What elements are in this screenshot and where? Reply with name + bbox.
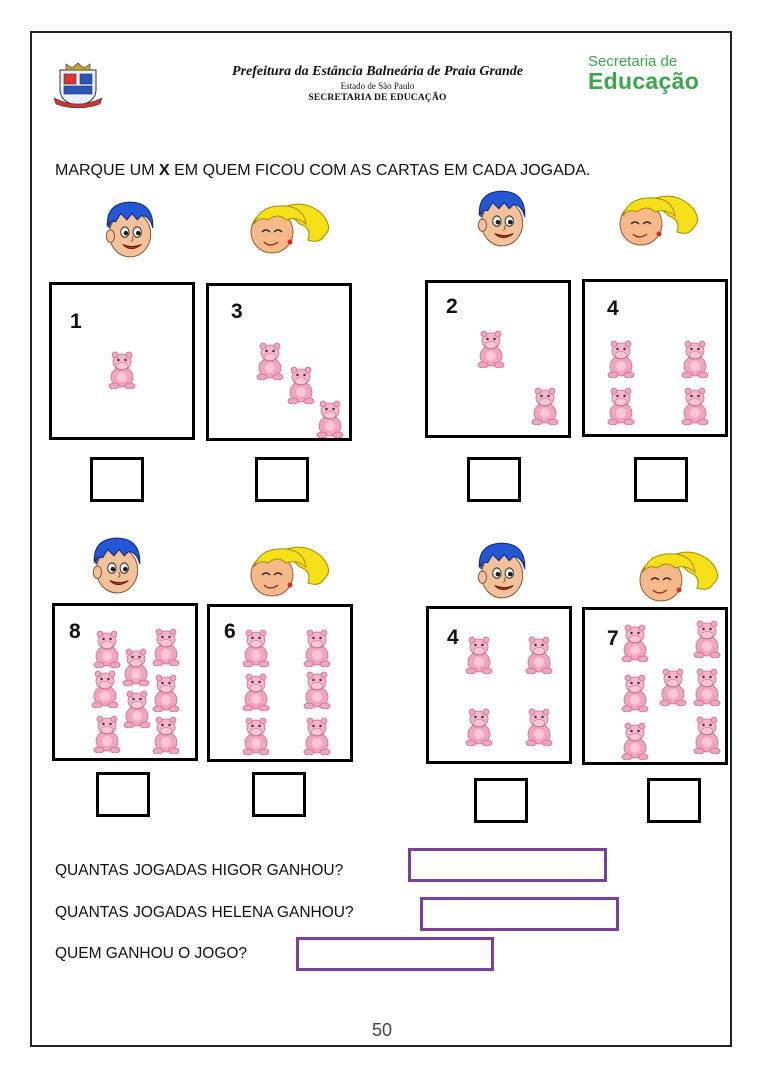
answer-checkbox-girl-round-1[interactable] [255,457,309,502]
hippo-icon [240,671,272,711]
card-girl-round-3 [207,604,353,762]
hippo-icon [150,672,182,712]
answer-field-winner[interactable] [296,937,494,971]
boy-face-icon [85,533,147,597]
card-boy-round-1 [49,282,195,440]
hippo-icon [691,666,723,706]
boy-face-icon [470,538,532,602]
logo-line-2: Educação [588,68,700,94]
hippo-icon [120,646,152,686]
hippo-icon [301,669,333,709]
answer-checkbox-boy-round-2[interactable] [467,457,521,502]
girl-face-icon [630,546,722,604]
hippo-icon [523,706,555,746]
city-crest-logo [52,60,104,108]
hippo-icon [240,715,272,755]
secretaria-educacao-logo [588,54,699,93]
hippo-icon [463,706,495,746]
card-number: 4 [447,626,459,649]
card-boy-round-4 [426,606,572,764]
girl-face-icon [610,190,702,248]
answer-checkbox-boy-round-4[interactable] [474,778,528,823]
header-text [180,64,575,103]
card-number: 3 [231,300,243,323]
answer-checkbox-boy-round-1[interactable] [90,457,144,502]
hippo-icon [605,385,637,425]
hippo-icon [691,618,723,658]
boy-face-icon [98,197,160,261]
hippo-icon [285,364,317,404]
hippo-icon [150,714,182,754]
hippo-icon [150,626,182,666]
hippo-icon [657,666,689,706]
hippo-icon [463,634,495,674]
hippo-icon [301,627,333,667]
hippo-icon [106,349,138,389]
hippo-icon [301,715,333,755]
hippo-icon [314,398,346,438]
boy-face-icon [470,186,532,250]
card-boy-round-2 [425,280,571,438]
prefeitura-title: Prefeitura da Estância Balneária de Praia Grande [232,64,523,79]
answer-checkbox-girl-round-2[interactable] [634,457,688,502]
hippo-icon [89,668,121,708]
card-number: 8 [69,620,81,643]
card-girl-round-4 [582,607,728,765]
secretaria-subtitle: SECRETARIA DE EDUCAÇÃO [308,93,447,103]
instruction-after: EM QUEM FICOU COM AS CARTAS EM CADA JOGADA. [169,162,591,179]
hippo-icon [475,328,507,368]
hippo-icon [619,720,651,760]
card-number: 1 [70,310,82,333]
hippo-icon [619,622,651,662]
card-number: 4 [607,297,619,320]
state-subtitle: Estado de São Paulo [340,81,415,91]
answer-checkbox-girl-round-4[interactable] [647,778,701,823]
girl-face-icon [241,198,333,256]
card-girl-round-1 [206,283,352,441]
card-number: 7 [607,627,619,650]
card-girl-round-2 [582,279,728,437]
hippo-icon [679,338,711,378]
hippo-icon [529,385,561,425]
instruction-before: MARQUE UM [55,162,159,179]
question-higor: QUANTAS JOGADAS HIGOR GANHOU? [55,862,344,879]
hippo-icon [679,385,711,425]
hippo-icon [91,628,123,668]
card-boy-round-3 [52,603,198,761]
answer-checkbox-girl-round-3[interactable] [252,772,306,817]
logo-line-1: Secretaria de [588,53,678,70]
hippo-icon [240,627,272,667]
question-helena: QUANTAS JOGADAS HELENA GANHOU? [55,904,354,921]
hippo-icon [121,688,153,728]
answer-field-higor[interactable] [408,848,607,882]
hippo-icon [91,713,123,753]
answer-field-helena[interactable] [420,897,619,931]
card-number: 2 [446,295,458,318]
hippo-icon [523,634,555,674]
hippo-icon [254,340,286,380]
answer-checkbox-boy-round-3[interactable] [96,772,150,817]
instruction-mark: X [159,162,170,179]
hippo-icon [691,714,723,754]
question-winner: QUEM GANHOU O JOGO? [55,945,248,962]
hippo-icon [619,672,651,712]
girl-face-icon [241,541,333,599]
hippo-icon [605,338,637,378]
page-number: 50 [371,1020,393,1040]
card-number: 6 [224,620,236,643]
instruction-text [55,162,590,180]
